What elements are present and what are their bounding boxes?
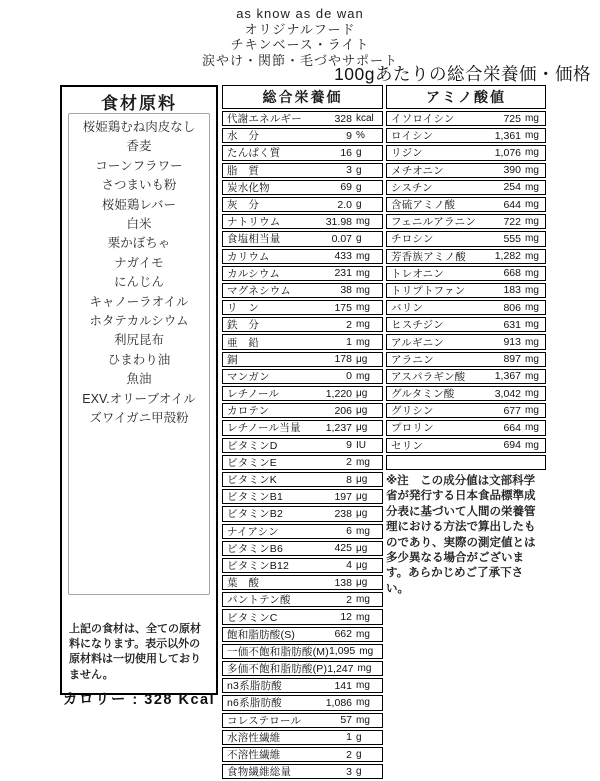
row-label: メチオニン <box>391 164 444 177</box>
row-unit: μg <box>356 353 368 365</box>
row-label: ロイシン <box>391 130 434 143</box>
row-label: チロシン <box>391 233 434 246</box>
nutrition-row <box>222 627 383 642</box>
row-label: 脂 質 <box>227 164 260 177</box>
row-value: 206 <box>334 404 352 417</box>
nutrition-row <box>222 420 383 435</box>
row-label: 代謝エネルギー <box>227 113 302 126</box>
row-unit: μg <box>356 542 368 554</box>
nutrition-row <box>222 747 383 762</box>
row-label: バリン <box>391 302 424 315</box>
row-value: 1,220 <box>325 387 352 400</box>
row-label: トレオニン <box>391 267 445 280</box>
row-label: アルギニン <box>391 336 445 349</box>
row-value: 141 <box>334 679 352 692</box>
nutrition-row <box>222 455 383 470</box>
row-value: 806 <box>503 301 521 314</box>
nutrition-table <box>222 111 383 779</box>
ingredient-item: 桜姫鶏レバー <box>101 197 177 212</box>
row-label: 多価不飽和脂肪酸(P) <box>227 663 328 676</box>
amino-row <box>386 369 546 384</box>
ingredient-item: EXV.オリーブオイル <box>82 391 196 406</box>
amino-row <box>386 334 546 349</box>
row-value: 4 <box>346 559 352 572</box>
row-value: 57 <box>340 714 352 727</box>
row-unit: mg <box>525 405 539 417</box>
ingredient-item: 香麦 <box>126 139 152 154</box>
nutrition-row <box>222 386 383 401</box>
row-label: アラニン <box>391 353 434 366</box>
row-unit: μg <box>356 491 368 503</box>
row-unit: mg <box>525 199 539 211</box>
row-unit: mg <box>356 456 370 468</box>
row-value: 725 <box>503 112 521 125</box>
nutrition-row <box>222 695 383 710</box>
per-100g-title: 100gあたりの総合栄養価・価格 <box>334 64 591 84</box>
ingredient-item: ひまわり油 <box>107 352 171 367</box>
amino-row <box>386 163 546 178</box>
amino-row <box>386 300 546 315</box>
nutrition-title: 総合栄養価 <box>222 85 383 109</box>
nutrition-row <box>222 145 383 160</box>
row-value: 183 <box>503 284 521 297</box>
row-unit: mg <box>356 714 370 726</box>
row-value: 9 <box>346 129 352 142</box>
row-unit: mg <box>356 284 370 296</box>
row-unit: mg <box>356 628 370 640</box>
flavor-label: チキンベース・ライト <box>230 37 370 52</box>
row-unit: IU <box>356 439 366 451</box>
amino-note: ※注 この成分値は文部科学省が発行する日本食品標準成分表に基づいて人間の栄養管理における方法で算出したものであり、実際の測定値とは多少異なる場合がございます。あらかじめご了承下さい。 <box>386 474 536 595</box>
row-unit: mg <box>356 370 370 382</box>
row-value: 1,247 <box>327 662 354 675</box>
row-label: プロリン <box>391 422 434 435</box>
row-unit: mg <box>356 336 370 348</box>
amino-row <box>386 283 546 298</box>
row-value: 9 <box>346 439 352 452</box>
row-value: 2 <box>346 748 352 761</box>
ingredient-item: 桜姫鶏むね肉皮なし <box>82 120 196 134</box>
row-unit: mg <box>356 319 370 331</box>
row-unit: mg <box>356 594 370 606</box>
ingredients-title: 食材原料 <box>101 94 177 113</box>
row-unit: mg <box>525 336 539 348</box>
row-label: カルシウム <box>227 267 281 280</box>
row-unit: % <box>356 130 365 142</box>
row-value: 0 <box>346 370 352 383</box>
row-value: 644 <box>503 198 521 211</box>
nutrition-row <box>222 197 383 212</box>
row-unit: mg <box>525 164 539 176</box>
row-value: 664 <box>503 421 521 434</box>
nutrition-row <box>222 541 383 556</box>
amino-row <box>386 352 546 367</box>
row-unit: mg <box>525 353 539 365</box>
nutrition-row <box>222 231 383 246</box>
row-unit: mg <box>525 113 539 125</box>
row-label: 一価不飽和脂肪酸(M) <box>227 645 329 658</box>
amino-title: アミノ酸値 <box>386 85 546 109</box>
row-value: 433 <box>334 250 352 263</box>
ingredient-item: キャノーラオイル <box>89 294 189 309</box>
nutrition-row <box>222 266 383 281</box>
row-unit: μg <box>356 577 368 589</box>
ingredient-item: 白米 <box>126 217 152 232</box>
row-value: 138 <box>334 576 352 589</box>
ingredient-item: ナガイモ <box>114 255 164 270</box>
row-unit: μg <box>356 388 368 400</box>
nutrition-row <box>222 369 383 384</box>
row-unit: mg <box>525 181 539 193</box>
row-unit: mg <box>525 302 539 314</box>
row-value: 897 <box>503 353 521 366</box>
row-label: セリン <box>391 439 424 452</box>
row-unit: g <box>356 164 362 176</box>
row-value: 1,076 <box>494 146 521 159</box>
row-label: グルタミン酸 <box>391 388 455 401</box>
row-value: 2 <box>346 456 352 469</box>
amino-row <box>386 231 546 246</box>
row-value: 668 <box>503 267 521 280</box>
row-unit: kcal <box>356 113 374 125</box>
row-label: マグネシウム <box>227 284 291 297</box>
row-label: ビタミンD <box>227 439 278 452</box>
row-value: 390 <box>503 164 521 177</box>
row-unit: mg <box>356 216 370 228</box>
row-unit: mg <box>357 663 372 675</box>
amino-panel <box>386 85 546 597</box>
row-value: 425 <box>334 542 352 555</box>
row-label: ビタミンE <box>227 456 278 469</box>
amino-row <box>386 214 546 229</box>
row-value: 3 <box>346 765 352 778</box>
row-unit: mg <box>356 250 370 262</box>
nutrition-row <box>222 713 383 728</box>
row-unit: mg <box>525 147 539 159</box>
nutrition-row <box>222 472 383 487</box>
row-label: 含硫アミノ酸 <box>391 199 456 212</box>
row-value: 328 <box>334 112 352 125</box>
nutrition-row <box>222 609 383 624</box>
row-unit: g <box>356 233 362 245</box>
calorie-line: カロリー : 328 Kcal <box>62 691 216 708</box>
nutrition-row <box>222 180 383 195</box>
row-unit: mg <box>525 233 539 245</box>
row-value: 12 <box>340 611 352 624</box>
row-label: 食物繊維総量 <box>227 766 292 779</box>
row-unit: mg <box>356 525 370 537</box>
nutrition-row <box>222 111 383 126</box>
row-label: フェニルアラニン <box>391 216 477 229</box>
row-label: 芳香族アミノ酸 <box>391 250 466 263</box>
row-unit: mg <box>525 422 539 434</box>
row-value: 1,282 <box>494 250 521 263</box>
row-label: ヒスチジン <box>391 319 444 332</box>
amino-table <box>386 111 546 453</box>
nutrition-row <box>222 352 383 367</box>
row-value: 238 <box>334 507 352 520</box>
product-header <box>0 6 600 68</box>
row-label: n6系脂肪酸 <box>227 697 282 710</box>
row-label: 炭水化物 <box>227 181 270 194</box>
row-unit: g <box>356 766 362 778</box>
row-unit: μg <box>356 422 368 434</box>
nutrition-row <box>222 764 383 779</box>
row-label: マンガン <box>227 370 270 383</box>
row-unit: mg <box>525 250 539 262</box>
amino-row <box>386 249 546 264</box>
row-label: たんぱく質 <box>227 147 281 160</box>
ingredient-item: 利尻昆布 <box>113 333 164 348</box>
row-value: 722 <box>503 215 521 228</box>
row-value: 38 <box>340 284 352 297</box>
row-unit: μg <box>356 559 368 571</box>
row-unit: μg <box>356 474 368 486</box>
row-label: カリウム <box>227 250 270 263</box>
row-label: リジン <box>391 147 423 160</box>
nutrition-row <box>222 214 383 229</box>
row-unit: μg <box>356 405 368 417</box>
row-label: リ ン <box>227 302 260 315</box>
row-value: 677 <box>503 404 521 417</box>
row-value: 16 <box>340 146 352 159</box>
row-label: 水 分 <box>227 130 260 143</box>
row-value: 31.98 <box>325 215 352 228</box>
ingredient-item: コーンフラワー <box>95 158 183 173</box>
row-value: 1,095 <box>328 645 356 658</box>
row-unit: g <box>356 731 362 743</box>
nutrition-row <box>222 163 383 178</box>
row-unit: g <box>356 147 362 159</box>
nutrition-row <box>222 661 383 676</box>
nutrition-row <box>222 283 383 298</box>
nutrition-row <box>222 128 383 143</box>
amino-row <box>386 197 546 212</box>
amino-row <box>386 111 546 126</box>
row-value: 694 <box>503 439 521 452</box>
row-label: パントテン酸 <box>227 594 291 607</box>
row-value: 69 <box>340 181 352 194</box>
row-label: ナイアシン <box>227 525 279 538</box>
ingredient-item: 魚油 <box>126 372 152 387</box>
amino-row <box>386 145 546 160</box>
row-label: シスチン <box>391 181 433 194</box>
row-label: 鉄 分 <box>227 319 260 332</box>
row-value: 631 <box>503 318 521 331</box>
row-unit: mg <box>356 697 370 709</box>
nutrition-row <box>222 678 383 693</box>
nutrition-row <box>222 317 383 332</box>
row-value: 1 <box>346 336 352 349</box>
nutrition-panel <box>222 85 383 781</box>
nutrition-row <box>222 403 383 418</box>
amino-row <box>386 180 546 195</box>
row-value: 231 <box>334 267 352 280</box>
nutrition-row <box>222 334 383 349</box>
row-unit: mg <box>356 611 370 623</box>
nutrition-row <box>222 506 383 521</box>
row-label: 葉 酸 <box>227 577 260 590</box>
ingredient-item: さつまいも粉 <box>101 178 177 193</box>
amino-row <box>386 128 546 143</box>
brand-name: as know as de wan <box>236 6 364 21</box>
row-label: ビタミンB2 <box>227 508 284 521</box>
row-unit: mg <box>525 216 539 228</box>
ingredients-list <box>68 113 210 595</box>
row-label: ビタミンK <box>227 474 278 487</box>
row-value: 1,086 <box>325 696 352 709</box>
row-value: 2 <box>346 593 352 606</box>
row-value: 3,042 <box>494 387 521 400</box>
nutrition-row <box>222 249 383 264</box>
row-value: 662 <box>334 628 352 641</box>
row-label: トリプトファン <box>391 284 466 297</box>
row-value: 175 <box>334 301 352 314</box>
row-label: レチノール当量 <box>227 422 301 435</box>
nutrition-row <box>222 558 383 573</box>
row-value: 6 <box>346 525 352 538</box>
row-unit: g <box>356 749 362 761</box>
row-label: コレステロール <box>227 714 302 727</box>
amino-empty-row <box>386 455 546 470</box>
nutrition-row <box>222 524 383 539</box>
ingredients-panel <box>60 85 218 708</box>
row-unit: mg <box>525 284 539 296</box>
ingredient-item: ホタテカルシウム <box>89 314 189 329</box>
row-label: ビタミンB6 <box>227 542 284 555</box>
amino-row <box>386 403 546 418</box>
row-value: 2.0 <box>337 198 352 211</box>
amino-row <box>386 266 546 281</box>
nutrition-row <box>222 489 383 504</box>
row-label: 銅 <box>227 353 238 366</box>
row-unit: g <box>356 199 362 211</box>
row-unit: g <box>356 181 362 193</box>
nutrition-row <box>222 438 383 453</box>
row-label: 灰 分 <box>227 199 260 212</box>
row-unit: mg <box>525 388 539 400</box>
row-unit: mg <box>525 267 539 279</box>
nutrition-row <box>222 575 383 590</box>
row-value: 1 <box>346 731 352 744</box>
row-label: イソロイシン <box>391 113 455 126</box>
row-unit: mg <box>356 302 370 314</box>
row-unit: mg <box>356 267 370 279</box>
row-label: レチノール <box>227 388 280 401</box>
row-label: カロテン <box>227 405 270 418</box>
ingredient-item: にんじん <box>113 275 164 290</box>
row-label: アスパラギン酸 <box>391 370 466 383</box>
row-value: 1,237 <box>325 421 352 434</box>
ingredient-item: 栗かぼちゃ <box>107 236 171 251</box>
row-value: 555 <box>503 232 521 245</box>
row-unit: mg <box>525 439 539 451</box>
row-unit: mg <box>525 130 539 142</box>
row-unit: mg <box>525 370 539 382</box>
amino-row <box>386 386 546 401</box>
nutrition-row <box>222 300 383 315</box>
row-value: 1,361 <box>494 129 521 142</box>
row-label: 飽和脂肪酸(S) <box>227 628 296 641</box>
row-unit: mg <box>525 319 539 331</box>
row-label: n3系脂肪酸 <box>227 680 282 693</box>
row-label: グリシン <box>391 405 434 418</box>
amino-row <box>386 438 546 453</box>
row-unit: μg <box>356 508 368 520</box>
row-value: 2 <box>346 318 352 331</box>
row-label: ビタミンB1 <box>227 491 284 504</box>
row-value: 1,367 <box>494 370 521 383</box>
row-value: 3 <box>346 164 352 177</box>
row-label: 不溶性繊維 <box>227 749 281 762</box>
product-line-label: オリジナルフード <box>244 21 356 37</box>
row-label: 亜 鉛 <box>227 336 260 349</box>
amino-row <box>386 317 546 332</box>
row-value: 178 <box>334 353 352 366</box>
row-label: 食塩相当量 <box>227 233 281 246</box>
row-label: ナトリウム <box>227 216 281 229</box>
row-unit: mg <box>359 645 374 657</box>
row-value: 254 <box>503 181 521 194</box>
row-label: ビタミンC <box>227 611 278 624</box>
row-label: ビタミンB12 <box>227 559 290 572</box>
amino-row <box>386 420 546 435</box>
row-unit: mg <box>356 680 370 692</box>
row-value: 0.07 <box>331 232 352 245</box>
support-claim-label: 涙やけ・関節・毛づやサポート <box>201 52 398 68</box>
row-value: 8 <box>346 473 352 486</box>
nutrition-row <box>222 644 383 659</box>
nutrition-row <box>222 730 383 745</box>
row-value: 913 <box>503 336 521 349</box>
ingredient-item: ズワイガニ甲殻粉 <box>89 411 189 426</box>
row-value: 197 <box>334 490 352 503</box>
nutrition-row <box>222 592 383 607</box>
ingredients-note: 上記の食材は、全ての原材料になります。表示以外の原材料は一切使用しておりません。 <box>69 623 201 681</box>
row-label: 水溶性繊維 <box>227 731 281 744</box>
